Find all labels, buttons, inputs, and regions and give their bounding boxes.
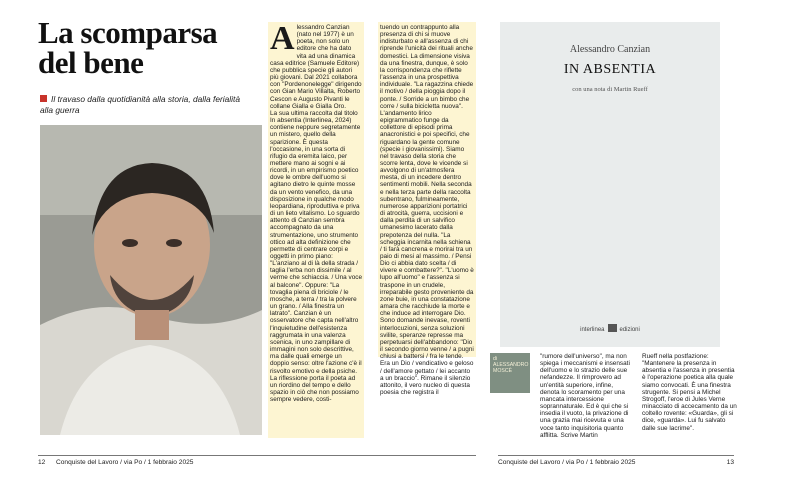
article-column-2 [378,22,476,396]
left-page [30,8,482,470]
footer-right: Conquiste del Lavoro / via Po / 1 febbraio 2025 [498,459,636,466]
publisher-suffix: edizioni [619,327,640,333]
author-photo [40,125,262,435]
drop-cap: A [270,20,295,57]
column-2-text: tuendo un contrappunto alla presenza di chi si muove indisturbato e all'assenza di chi riprende l'unicità dei rituali anche domestici. La dimensione visiva da una finestra, dunque, è solo la corrispondenza che riflette l'assenza in una prospettiva individuale. "La ragazzina chiede il motivo / della pioggia dopo il ponte. / Sorride a un bimbo che corre / sulla bicicletta nuova". L'andamento lirico epigrammatico funge da collettore di episodi prima anacronistici e poi specifici, che riguardano la gente comune (specie i giovanissimi). Siamo nel travaso della storia che scorre lenta, dove le vicende si avvolgono di un'atmosfera mesta, di un incedere dentro sentimenti mobili. Nella seconda e nella terza parte della raccolta subentrano, fulmineamente, numerose apparizioni portatrici di atrocità, guerra, uccisioni e dalla perdita di un salvifico umanesimo lacerato dalla prepotenza del nulla. "La scheggia incarnita nella schiena / ti farà cancrena e morirai tra un paio di mesi al massimo. / Pensi Dio ci abbia dato scelta / di vivere e combattere?". "L'uomo è lupo all'uomo" e l'assenza si traspone in un crudele, irreparabile gesto proveniente da zone buie, in una constatazione amara che racchiude la morte e che induce ad interrogare Dio. Sono domande inevase, roventi interlocuzioni, senza soluzioni svilite, speranze represse ma perpetuarsi dell'abbandono: "Dio il secondo giorno venne / a pugni chiusi a battersi / fra le tende. Era un Dio / vendicativo e geloso / dell'amore gettato / lei accanto a un braccio". Rimane il silenzio attonito, il vero nucleo di questa poesia che registra il [380,24,474,396]
headline-line-2: del bene [38,45,144,80]
publisher-name: interlinea [580,327,605,333]
byline-prefix: di [493,356,498,362]
publisher-icon [608,324,617,332]
right-page [490,8,740,470]
red-square-icon [40,95,47,102]
headline-line-1: La scomparsa [38,15,218,50]
publisher-logo [500,324,720,333]
article-column-1 [268,22,364,438]
byline-last-name: MOSCÈ [493,368,513,374]
byline-box [490,353,530,393]
byline-first-name: ALESSANDRO [493,362,529,368]
article-headline [38,15,218,80]
page-number-right: 13 [726,459,734,466]
article-column-4: Rueff nella postfazione: "Mantenere la presenza in absentia e l'assenza in presentia è l'operazione poetica alla quale siamo convocati. È una finestra strugente. Si pensi a Michel Strogoff, l'eroe di Jules Verne minacciato di accecamento da un coltello rovente: «Guarda», gli si dice, «guarda». Lui fu salvato dalle sue lacrime". [642,353,737,432]
article-subtitle [40,94,250,115]
footer-rule [38,455,476,456]
book-cover [500,22,720,347]
book-title: IN ABSENTIA [563,62,657,77]
footer-left: Conquiste del Lavoro / via Po / 1 febbraio 2025 [56,459,194,466]
book-note: con una nota di Martin Rueff [572,86,648,93]
column-1-text: lessandro Canzian (nato nel 1977) è un poeta, non solo un editore che ha dato vita ad una dinamica casa editrice (Samuele Editore) che pubblica specie gli autori più giovani. Dal 2021 collabora con "Pordenonelegge" dirigendo con Gian Mario Villalta, Roberto Cescon e Augusto Pivanti le collane Gialla e Gialla Oro. La sua ultima raccolta dal titolo In absentia (Interlinea, 2024) contiene neppure segretamente un mistero, quello della sparizione. È questa l'occasione, in una sorta di rifugio da eremita laico, per mettere mano ai sogni e ai ricordi, in un empirismo poetico dove le ombre dell'uomo si agitano dietro le quinte mosse da un vento venefico, da una disposizione in qualche modo leopardiana, riproduttiva e priva di un lieto vitalismo. Lo sguardo attento di Canzian sembra accompagnato da una strumentazione, uno strumento ottico ad alta definizione che permette di centrare corpi e oggetti in primo piano: "L'anziano al di là della strada / taglia l'erba non dissimile / al verme che schiaccia. / Una voce al balcone". Oppure: "La tovaglia piena di briciole / le mosche, a terra / tra la polvere un grano. / Alla finestra un latrato". Canzian è un osservatore che capta nell'altro l'inquietudine dell'esistenza raggrumata in una valenza scenica, in uno zampillare di immagini non solo descrittive, ma dalle quali emerge un doppio senso: oltre l'azione c'è il risvolto emotivo e della psiche. La riflessione porta il poeta ad un riordino del tempo e dello spazio in ciò che non possiamo sempre vedere, costi- [270,24,362,404]
footer-rule-right [498,455,734,456]
page-number-left: 12 [38,459,46,466]
portrait-image [40,125,262,435]
subtitle-text: Il travaso dalla quotidianità alla storia, dalla ferialità alla guerra [40,94,241,115]
book-author: Alessandro Canzian [569,44,651,55]
article-column-3: "rumore dell'universo", ma non spiega i meccanismi e insensati dell'uomo e lo strazio delle sue nefandezze. Il rimprovero ad un'entità superiore, infine, denota lo scoramento per una mancata intercessione soprannaturale. Ed è qui che si insedia il vuoto, la privazione di una grazia mai ricevuta e una voce tanto inquisitoria quanto afflitta. Scrive Martin [540,353,630,439]
